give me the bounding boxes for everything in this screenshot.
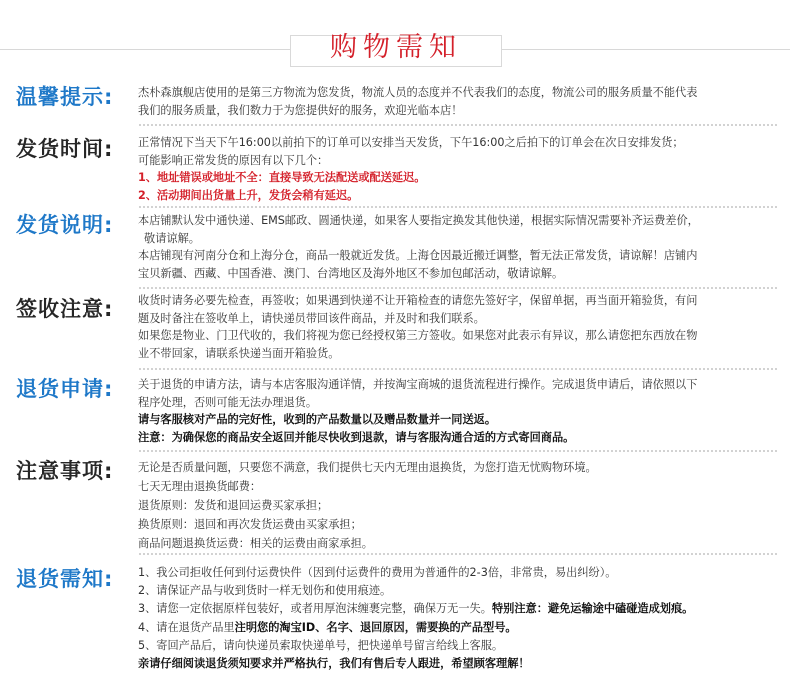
section-label-shipping-time: 发货时间:	[16, 137, 114, 161]
body-line-bold: 请与客服核对产品的完好性，收到的产品数量以及赠品数量并一同送返。	[138, 413, 497, 426]
header-divider-left	[0, 49, 290, 50]
section-divider	[138, 124, 778, 126]
body-line: 5、寄回产品后，请向快递员索取快递单号，把快递单号留言给线上客服。	[138, 638, 504, 652]
body-line: 收货时请务必要先检查，再签收；如果遇到快递不让开箱检查的请您先签好字，保留单据，再当面开箱验货，有问	[138, 294, 698, 307]
section-label-warm-tips: 温馨提示:	[16, 85, 114, 109]
section-body-shipping-time	[138, 134, 748, 204]
section-divider	[138, 287, 778, 289]
body-line: 商品问题退换货运费：相关的运费由商家承担。	[138, 537, 373, 550]
body-line: 宝贝新疆、西藏、中国香港、澳门、台湾地区及海外地区不参加包邮活动，敬请谅解。	[138, 266, 564, 280]
body-line: 关于退货的申请方法，请与本店客服沟通详情，并按淘宝商城的退货流程进行操作。完成退货申请后，请依照以下	[138, 378, 698, 391]
section-label-shipping-notes: 发货说明:	[16, 213, 114, 237]
body-text: 4、请在退货产品里	[138, 620, 235, 634]
body-text-bold: 注明您的淘宝ID、名字、退回原因，需要换的产品型号。	[234, 620, 517, 634]
body-line-bold: 注意：为确保您的商品安全返回并能尽快收到退款，请与客服沟通合适的方式寄回商品。	[138, 430, 575, 444]
section-label-return-request: 退货申请:	[16, 377, 114, 401]
body-line-highlight: 1、地址错误或地址不全：直接导致无法配送或配送延迟。	[138, 171, 426, 184]
section-body-receipt-notes	[138, 292, 748, 362]
body-line-highlight: 2、活动期间出货量上升，发货会稍有延迟。	[138, 188, 359, 202]
body-line: 换货原则：退回和再次发货运费由买家承担；	[138, 518, 362, 531]
header-divider-right	[500, 49, 790, 50]
body-line: 正常情况下当天下午16:00以前拍下的订单可以安排当天发货，下午16:00之后拍下的订单会在次日安排发货；	[138, 136, 684, 149]
body-line: 本店铺默认发中通快递、EMS邮政、圆通快递，如果客人要指定换发其他快递，根据实际情况需要补齐运费差价，	[138, 214, 699, 227]
body-text-bold: 特别注意：避免运输途中磕碰造成划痕。	[491, 602, 694, 616]
body-line: 2、请保证产品与收到货时一样无划伤和使用痕迹。	[138, 584, 392, 598]
body-line: 1、我公司拒收任何到付运费快件（因到付运费件的费用为普通件的2-3倍，非常贵，易出纠纷）。	[138, 566, 617, 579]
section-label-receipt-notes: 签收注意:	[16, 297, 114, 321]
body-line	[138, 600, 748, 618]
body-line: 退货原则：发货和退回运费买家承担；	[138, 499, 329, 512]
section-divider	[138, 450, 778, 452]
section-body-precautions	[138, 458, 748, 553]
section-divider	[138, 553, 778, 555]
body-line: 敬请谅解。	[144, 231, 200, 245]
section-body-warm-tips	[138, 84, 748, 119]
body-line: 业不带回家，请联系快递当面开箱验货。	[138, 346, 340, 360]
section-label-return-info: 退货需知:	[16, 567, 114, 591]
body-line: 无论是否质量问题，只要您不满意，我们提供七天内无理由退换货，为您打造无忧购物环境。	[138, 461, 597, 474]
section-divider	[138, 206, 778, 208]
body-line: 七天无理由退换货邮费：	[138, 480, 262, 493]
body-line	[138, 619, 748, 637]
body-line: 我们的服务质量，我们数力于为您提供好的服务，欢迎光临本店！	[138, 103, 463, 117]
body-line: 如果您是物业、门卫代收的，我们将视为您已经授权第三方签收。如果您对此表示有异议，那么请您把东西放在物	[138, 329, 698, 342]
body-line: 题及时备注在签收单上，请快递员带回该件商品，并及时和我们联系。	[138, 311, 485, 325]
body-line: 程序处理，否则可能无法办理退货。	[138, 395, 318, 409]
section-body-return-request	[138, 376, 748, 446]
body-text: 3、请您一定依据原样包装好，或者用厚泡沫缠裹完整，确保万无一失。	[138, 602, 492, 616]
body-line: 本店铺现有河南分仓和上海分仓，商品一般就近发货。上海仓因最近搬迁调整，暂无法正常发货，请谅解！店铺内	[138, 249, 698, 262]
section-body-shipping-notes	[138, 212, 748, 282]
body-line-bold: 亲请仔细阅读退货须知要求并严格执行，我们有售后专人跟进，希望顾客理解！	[138, 657, 530, 671]
body-line: 可能影响正常发货的原因有以下几个：	[138, 153, 329, 167]
section-body-return-info	[138, 564, 748, 673]
section-divider	[138, 368, 778, 370]
page-title: 购物需知	[330, 32, 462, 63]
body-line: 杰朴森旗舰店使用的是第三方物流为您发货，物流人员的态度并不代表我们的态度，物流公司的服务质量不能代表	[138, 86, 698, 99]
page-header	[0, 0, 790, 72]
section-label-precautions: 注意事项:	[16, 459, 114, 483]
